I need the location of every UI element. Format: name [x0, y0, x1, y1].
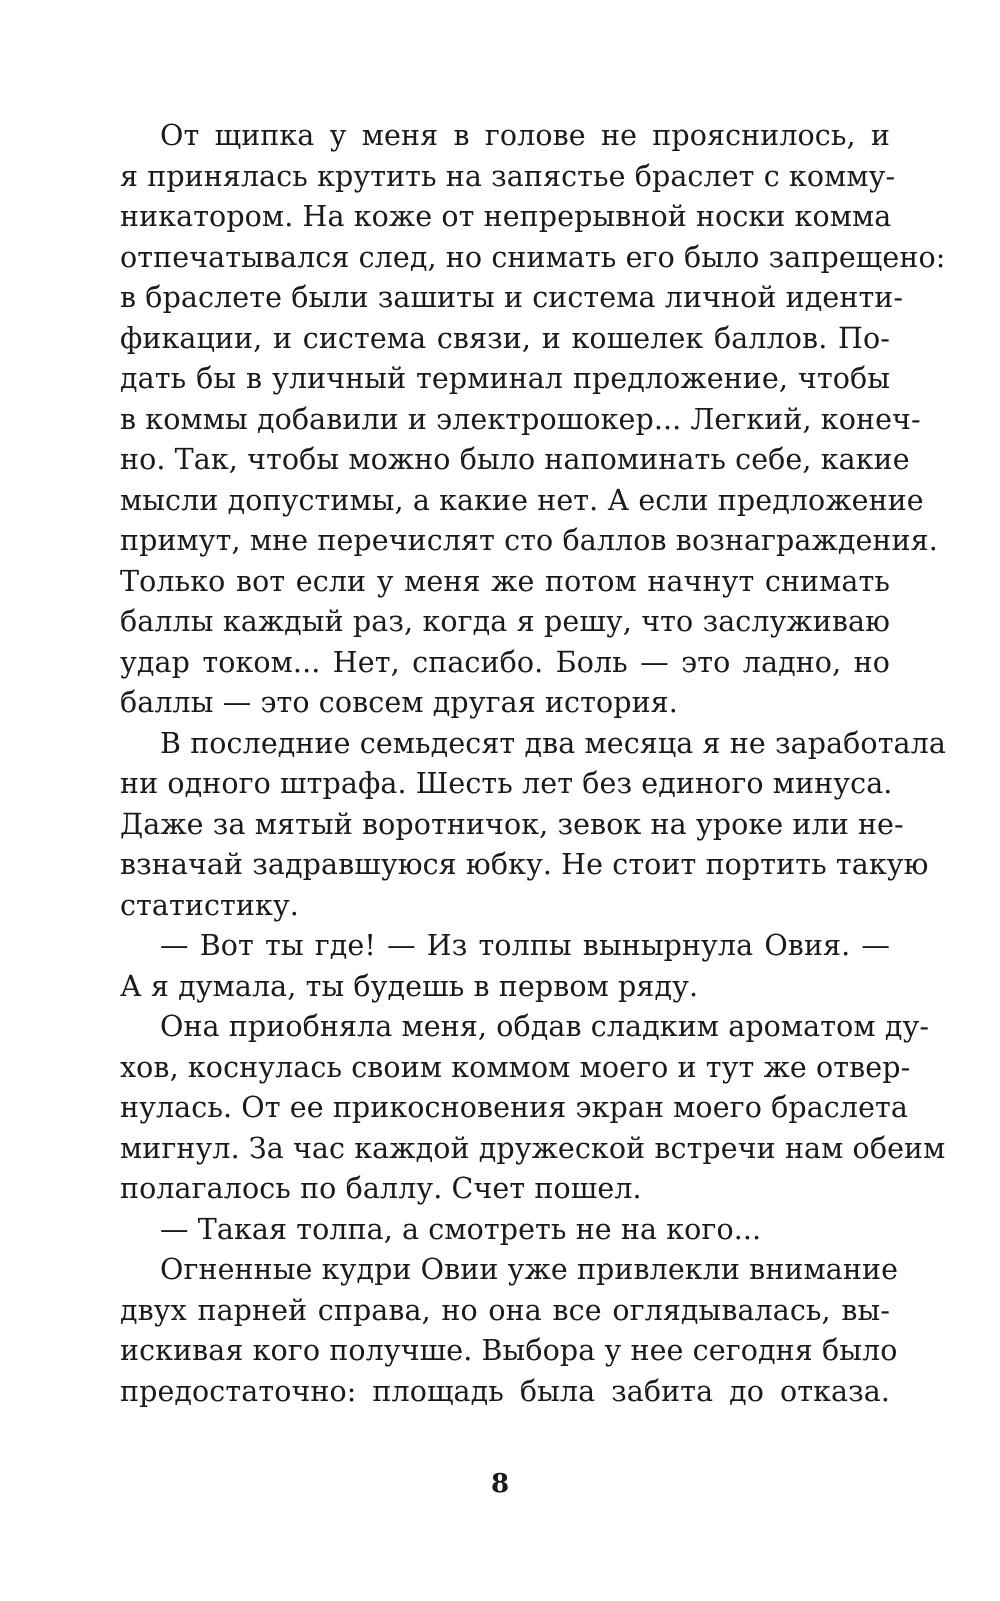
- text-line: предостаточно: площадь была забита до отказа.: [120, 1374, 890, 1408]
- text-line: нулась. От ее прикосновения экран моего браслета: [120, 1091, 908, 1124]
- text-line: Огненные кудри Овии уже привлекли внимание: [160, 1253, 899, 1286]
- text-line: двух парней справа, но она все оглядывалась, вы-: [120, 1293, 890, 1327]
- text-line: но. Так, чтобы можно было напоминать себе, какие: [120, 443, 910, 476]
- text-line: Она приобняла меня, обдав сладким ароматом ду-: [160, 1010, 930, 1043]
- text-line: примут, мне перечислят сто баллов вознаграждения.: [120, 524, 938, 557]
- text-line: От щипка у меня в голове не прояснилось, и: [160, 119, 890, 152]
- text-line: удар током... Нет, спасибо. Боль — это ладно, но: [120, 645, 890, 679]
- text-line: полагалось по баллу. Счет пошел.: [120, 1172, 642, 1205]
- text-line: искивая кого получше. Выбора у нее сегодня было: [120, 1334, 898, 1367]
- text-line: фикации, и система связи, и кошелек баллов. По-: [120, 321, 890, 355]
- text-line: баллы каждый раз, когда я решу, что заслуживаю: [120, 605, 890, 638]
- text-line: статистику.: [120, 888, 299, 922]
- text-line: Даже за мятый воротничок, зевок на уроке или не-: [120, 807, 904, 841]
- text-line: хов, коснулась своим коммом моего и тут же отвер-: [120, 1050, 911, 1084]
- text-line: баллы — это совсем другая история.: [120, 686, 678, 719]
- text-line: отпечатывался след, но снимать его было запрещено:: [120, 240, 946, 274]
- text-line: никатором. На коже от непрерывной носки комма: [120, 200, 892, 233]
- text-line: в коммы добавили и электрошокер... Легкий, конеч-: [120, 402, 921, 436]
- text-line: мысли допустимы, а какие нет. А если предложение: [120, 483, 924, 517]
- body-text: [120, 116, 946, 1412]
- text-line: мигнул. За час каждой дружеской встречи нам обеим: [120, 1131, 946, 1165]
- text-line: — Вот ты где! — Из толпы вынырнула Овия. —: [160, 929, 890, 962]
- text-line: — Такая толпа, а смотреть не на кого...: [160, 1212, 762, 1246]
- text-line: А я думала, ты будешь в первом ряду.: [120, 969, 699, 1003]
- text-line: я принялась крутить на запястье браслет с комму-: [120, 159, 896, 193]
- text-line: В последние семьдесят два месяца я не заработала: [160, 726, 946, 760]
- text-line: взначай задравшуюся юбку. Не стоит портить такую: [120, 848, 929, 881]
- text-line: дать бы в уличный терминал предложение, чтобы: [120, 362, 890, 395]
- page-number: 8: [490, 1469, 510, 1499]
- text-line: ни одного штрафа. Шесть лет без единого минуса.: [120, 767, 893, 800]
- text-line: в браслете были зашиты и система личной иденти-: [120, 281, 904, 314]
- text-line: Только вот если у меня же потом начнут снимать: [120, 564, 890, 598]
